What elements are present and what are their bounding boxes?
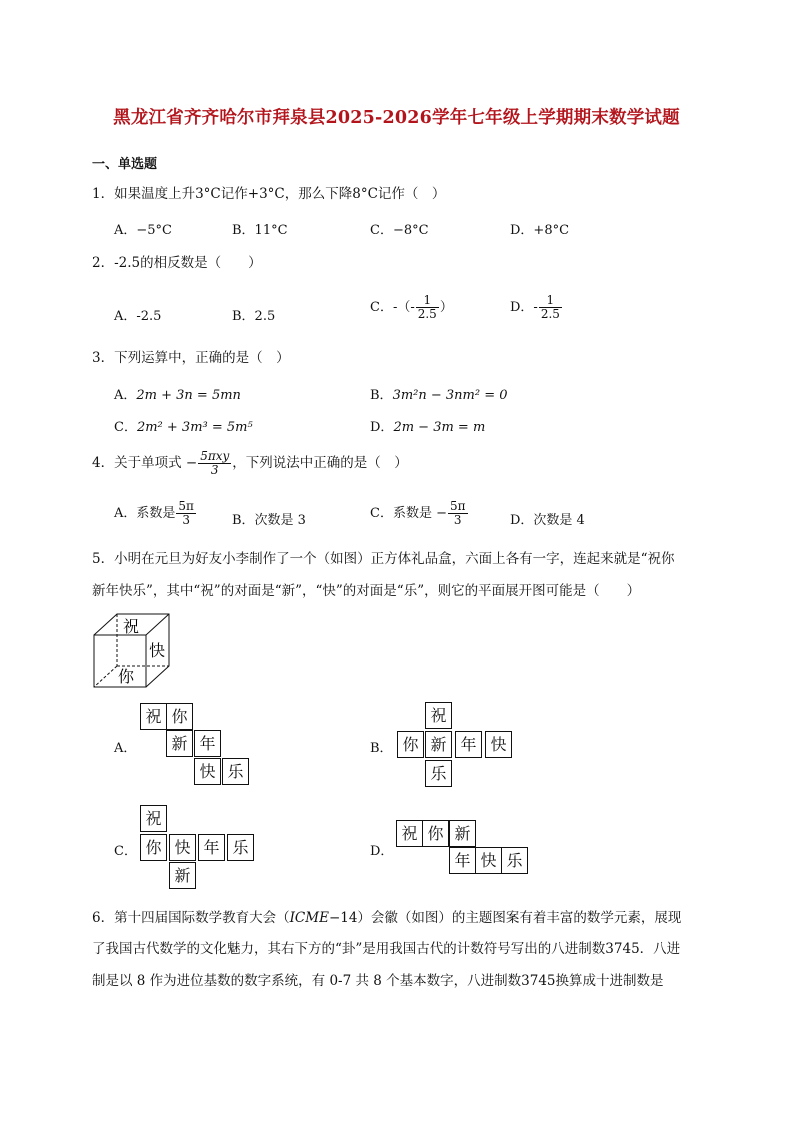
net-cell: 年 bbox=[198, 834, 225, 861]
net-cell: 年 bbox=[449, 847, 476, 874]
cube-hidden-edge bbox=[94, 666, 117, 687]
question-6-line3: 制是以 8 作为进位基数的数字系统，有 0-7 共 8 个基本数字，八进制数3745换算成十进制数是 bbox=[92, 973, 664, 989]
net-cell: 乐 bbox=[501, 847, 528, 874]
question-5-line2: 新年快乐”，其中“祝”的对面是“新”，“快”的对面是“乐”，则它的平面展开图可能是（ ） bbox=[92, 583, 641, 599]
net-cell: 祝 bbox=[140, 805, 167, 832]
q4-option-c[interactable] bbox=[370, 500, 469, 527]
cube-top-char: 祝 bbox=[123, 617, 140, 636]
question-4-stem bbox=[92, 450, 408, 477]
question-6-line2: 了我国古代数学的文化魅力，其右下方的“卦”是用我国古代的计数符号写出的八进制数3745．八进 bbox=[92, 941, 681, 957]
q2-option-c-prefix: C．-（- bbox=[370, 300, 415, 315]
fraction-numerator: 1 bbox=[539, 294, 562, 308]
question-1-stem: 1．如果温度上升3°C记作+3°C，那么下降8°C记作（ ） bbox=[92, 186, 446, 202]
q1-option-b[interactable]: B．11°C bbox=[232, 223, 288, 238]
section-heading: 一、单选题 bbox=[92, 157, 158, 172]
net-cell: 你 bbox=[166, 703, 193, 730]
question-2-stem: 2．-2.5的相反数是（ ） bbox=[92, 255, 262, 271]
q5-option-b-label[interactable]: B． bbox=[370, 741, 393, 756]
net-cell: 年 bbox=[194, 730, 221, 757]
q3-option-d-expr: 2m − 3m = m bbox=[393, 420, 486, 435]
net-cell: 年 bbox=[455, 731, 482, 758]
fraction-denominator: 2.5 bbox=[417, 307, 437, 321]
net-cell: 你 bbox=[422, 820, 449, 847]
q2-option-c-fraction bbox=[416, 294, 439, 321]
question-5-line1: 5．小明在元旦为好友小李制作了一个（如图）正方体礼品盒，六面上各有一字，连起来就是“祝你 bbox=[92, 551, 675, 567]
q2-option-c-suffix: ） bbox=[439, 300, 453, 315]
net-cell: 快 bbox=[485, 731, 512, 758]
q3-option-d[interactable] bbox=[370, 416, 485, 435]
monomial-fraction bbox=[198, 450, 231, 477]
q2-option-d-prefix: D．- bbox=[510, 300, 538, 315]
page-title: 黑龙江省齐齐哈尔市拜泉县2025-2026学年七年级上学期期末数学试题 bbox=[113, 108, 680, 128]
cube-edge bbox=[146, 614, 169, 635]
q4-option-c-fraction bbox=[448, 500, 468, 527]
q4-option-a[interactable] bbox=[114, 500, 197, 527]
q2-option-c[interactable] bbox=[370, 294, 453, 321]
net-cell: 快 bbox=[194, 758, 221, 785]
fraction-denominator: 2.5 bbox=[540, 307, 560, 321]
fraction-numerator: 1 bbox=[416, 294, 439, 308]
question-3-stem: 3．下列运算中，正确的是（ ） bbox=[92, 350, 290, 366]
stem-suffix: ，下列说法中正确的是（ ） bbox=[232, 455, 408, 471]
net-cell: 新 bbox=[425, 731, 452, 758]
net-cell: 新 bbox=[449, 820, 476, 847]
option-label: D． bbox=[370, 420, 394, 435]
q2-option-d-fraction bbox=[539, 294, 562, 321]
cube-figure bbox=[92, 612, 182, 692]
net-cell: 祝 bbox=[425, 702, 452, 729]
q1-option-c[interactable]: C．−8°C bbox=[370, 223, 429, 238]
icme-abbrev: ICME bbox=[289, 910, 329, 926]
q3-option-a[interactable] bbox=[114, 384, 241, 403]
option-label: B． bbox=[370, 388, 393, 403]
q5-option-c-label[interactable]: C． bbox=[114, 844, 137, 859]
fraction-numerator: 5π bbox=[178, 499, 194, 513]
stem-prefix: 4．关于单项式 − bbox=[92, 455, 198, 471]
net-cell: 快 bbox=[475, 847, 502, 874]
text-segment: 6．第十四届国际数学教育大会（ bbox=[92, 910, 290, 926]
cube-front-char: 你 bbox=[118, 667, 135, 686]
option-prefix: C．系数是 − bbox=[370, 506, 447, 521]
net-cell: 新 bbox=[169, 862, 196, 889]
q3-option-b-expr: 3m²n − 3nm² = 0 bbox=[392, 388, 508, 403]
text-segment: −14）会徽（如图）的主题图案有着丰富的数学元素，展现 bbox=[328, 910, 682, 926]
q1-option-d[interactable]: D．+8°C bbox=[510, 223, 570, 238]
q4-option-a-fraction bbox=[176, 500, 196, 527]
q3-option-c[interactable] bbox=[114, 416, 253, 435]
net-cell: 快 bbox=[169, 834, 196, 861]
option-prefix: A．系数是 bbox=[114, 506, 176, 521]
q4-option-b[interactable]: B．次数是 3 bbox=[232, 513, 306, 528]
q3-option-a-expr: 2m + 3n = 5mn bbox=[136, 388, 241, 403]
fraction-denominator: 3 bbox=[210, 463, 219, 477]
q5-option-d-label[interactable]: D． bbox=[370, 844, 394, 859]
cube-right-char: 快 bbox=[149, 641, 166, 660]
fraction-denominator: 3 bbox=[453, 513, 462, 527]
net-cell: 新 bbox=[166, 730, 193, 757]
q1-option-a[interactable]: A．−5°C bbox=[114, 223, 172, 238]
net-cell: 乐 bbox=[227, 834, 254, 861]
net-cell: 乐 bbox=[222, 758, 249, 785]
option-label: C． bbox=[114, 420, 137, 435]
q4-option-d[interactable]: D．次数是 4 bbox=[510, 513, 585, 528]
option-label: A． bbox=[114, 388, 137, 403]
fraction-numerator: 5πxy bbox=[200, 449, 230, 463]
q3-option-c-expr: 2m² + 3m³ = 5m⁵ bbox=[136, 420, 253, 435]
net-cell: 你 bbox=[397, 731, 424, 758]
fraction-denominator: 3 bbox=[182, 513, 190, 527]
q2-option-b[interactable]: B．2.5 bbox=[232, 309, 276, 324]
question-6-line1 bbox=[92, 908, 681, 928]
q2-option-a[interactable]: A．-2.5 bbox=[114, 309, 162, 324]
q5-option-a-label[interactable]: A． bbox=[114, 741, 137, 756]
net-cell: 你 bbox=[140, 834, 167, 861]
net-cell: 乐 bbox=[425, 760, 452, 787]
fraction-numerator: 5π bbox=[449, 499, 466, 513]
net-cell: 祝 bbox=[140, 703, 167, 730]
net-cell: 祝 bbox=[396, 820, 423, 847]
q3-option-b[interactable] bbox=[370, 384, 508, 403]
q2-option-d[interactable] bbox=[510, 294, 563, 321]
